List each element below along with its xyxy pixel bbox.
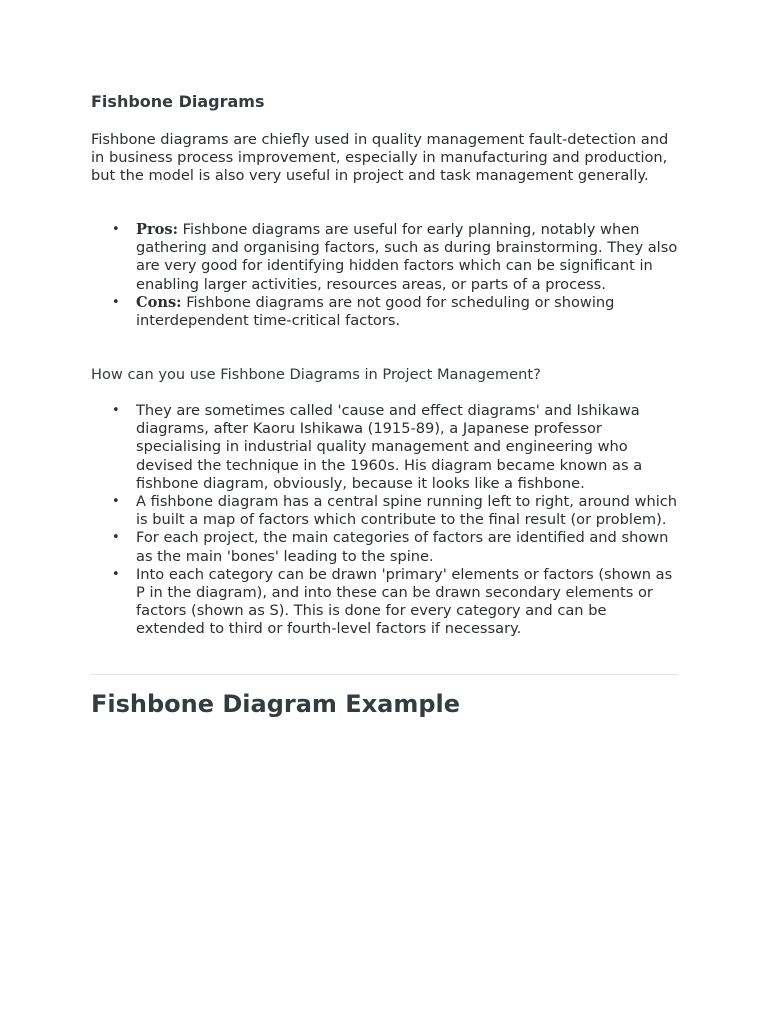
cons-text: Fishbone diagrams are not good for scheduling or showing interdependent time-critical factors. [136,293,615,330]
pros-label: Pros: [136,221,178,238]
usage-list [91,402,678,639]
pros-cons-list [91,221,678,330]
usage-item-ishikawa: • They are sometimes called 'cause and effect diagrams' and Ishikawa diagrams, after Kaoru Ishikawa (1915-89), a Japanese professor specialising in industrial quality management and engineering who devised the technique in the 1960s. His diagram became known as a fishbone diagram, obviously, because it looks like a fishbone. [136,402,678,493]
section-title: Fishbone Diagrams [91,92,265,111]
cons-item [136,294,678,330]
cons-label: Cons: [136,293,182,311]
pros-text: Fishbone diagrams are useful for early planning, notably when gathering and organising factors, such as during brainstorming. They also are very good for identifying hidden factors which can be significant in enabling larger activities, resources areas, or parts of a process. [136,221,678,293]
usage-item-categories: • For each project, the main categories of factors are identified and shown as the main 'bones' leading to the spine. [136,529,678,565]
usage-item-factors: • Into each category can be drawn 'primary' elements or factors (shown as P in the diagram), and into these can be drawn secondary elements or factors (shown as S). This is done for every category and can be extended to third or fourth-level factors if necessary. [136,566,678,639]
section-divider [91,674,678,675]
intro-paragraph: Fishbone diagrams are chiefly used in quality management fault-detection and in business process improvement, especially in manufacturing and production, but the model is also very useful in project and task management generally. [91,131,669,185]
usage-item-spine: • A fishbone diagram has a central spine running left to right, around which is built a map of factors which contribute to the final result (or problem). [136,493,678,529]
usage-question: How can you use Fishbone Diagrams in Project Management? [91,366,541,383]
example-heading: Fishbone Diagram Example [91,690,461,718]
pros-item [136,221,678,294]
